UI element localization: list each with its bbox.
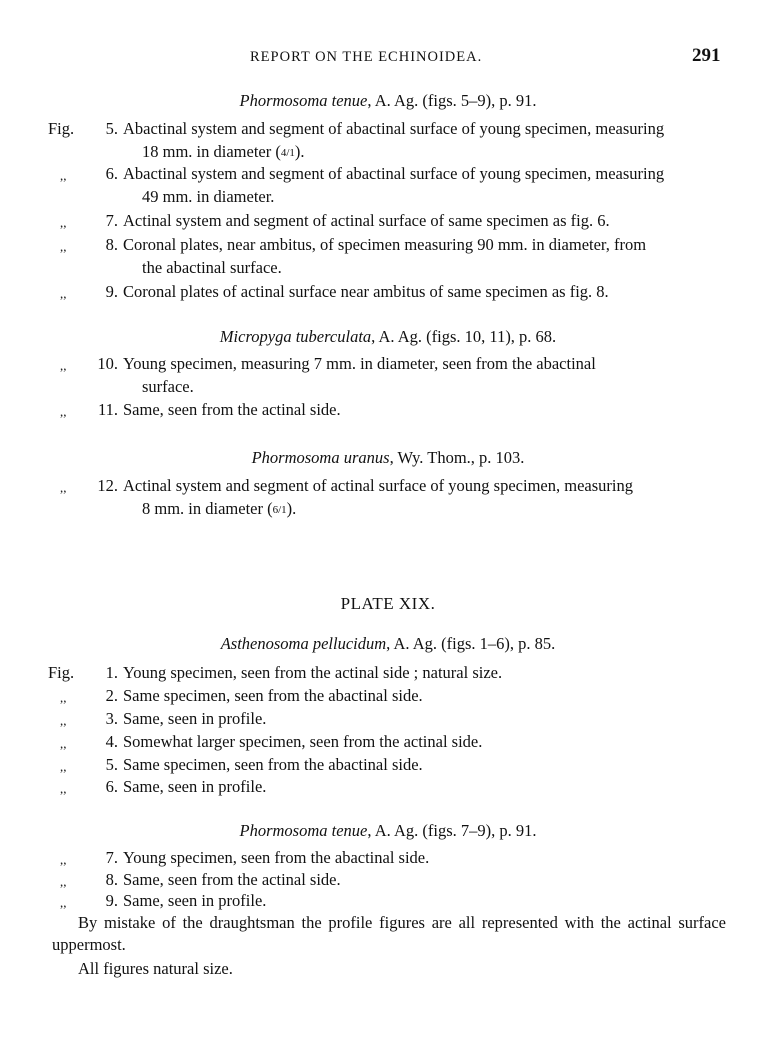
- caption-line: 18 mm. in diameter (: [142, 142, 281, 161]
- caption-line: Same, seen from the actinal side.: [123, 870, 341, 889]
- caption-line: Young specimen, measuring 7 mm. in diameter, seen from the abactinal: [123, 354, 596, 373]
- figure-number: 8.: [105, 235, 118, 254]
- caption-line-end: ).: [286, 499, 297, 518]
- figure-number: 5.: [105, 119, 118, 138]
- ditto-mark: ,,: [60, 358, 67, 373]
- heading-citation: , A. Ag. (figs. 10, 11), p. 68.: [371, 327, 557, 346]
- section-heading: [0, 91, 776, 111]
- figure-number: 11.: [97, 400, 118, 419]
- figure-caption: [123, 280, 726, 303]
- caption-continuation: [123, 497, 726, 522]
- caption-line: Actinal system and segment of actinal surface of same specimen as fig. 6.: [123, 211, 610, 230]
- caption-line: 8 mm. in diameter (: [142, 499, 273, 518]
- caption-continuation: 49 mm. in diameter.: [142, 187, 275, 206]
- ditto-mark: ,,: [60, 781, 67, 796]
- caption-continuation: surface.: [142, 377, 194, 396]
- figure-number: 2.: [105, 686, 118, 705]
- figure-number: 7.: [105, 848, 118, 867]
- figure-caption: [123, 775, 726, 798]
- heading-citation: , A. Ag. (figs. 5–9), p. 91.: [367, 91, 537, 110]
- plate-note-scale: All figures natural size.: [78, 959, 233, 978]
- caption-line: Actinal system and segment of actinal surface of young specimen, measuring: [123, 476, 633, 495]
- ditto-mark: ,,: [60, 895, 67, 910]
- figure-number: 1.: [105, 663, 118, 682]
- caption-line: Young specimen, seen from the actinal side ; natural size.: [123, 663, 503, 682]
- ditto-mark: ,,: [60, 239, 67, 254]
- section-heading: [0, 327, 776, 347]
- heading-citation: , A. Ag. (figs. 7–9), p. 91.: [367, 821, 537, 840]
- caption-continuation: the abactinal surface.: [142, 258, 282, 277]
- caption-line: Same, seen in profile.: [123, 891, 267, 910]
- ditto-mark: ,,: [60, 168, 67, 183]
- figure-caption: [123, 846, 726, 869]
- ditto-mark: ,,: [60, 713, 67, 728]
- ditto-mark: ,,: [60, 480, 67, 495]
- ditto-mark: ,,: [60, 759, 67, 774]
- caption-line: Same specimen, seen from the abactinal side.: [123, 686, 423, 705]
- figure-caption: [123, 352, 726, 398]
- section-heading: [0, 634, 776, 654]
- heading-citation: , Wy. Thom., p. 103.: [389, 448, 525, 467]
- page-number: 291: [692, 45, 721, 66]
- caption-line: Same, seen in profile.: [123, 777, 267, 796]
- caption-line: Same, seen from the actinal side.: [123, 400, 341, 419]
- caption-line: Coronal plates of actinal surface near ambitus of same specimen as fig. 8.: [123, 282, 609, 301]
- ditto-mark: ,,: [60, 874, 67, 889]
- figure-number: 6.: [105, 777, 118, 796]
- plate-note: By mistake of the draughtsman the profile figures are all represented with the actinal surface uppermost.: [52, 913, 726, 954]
- figure-number: 10.: [97, 354, 118, 373]
- ditto-mark: ,,: [60, 690, 67, 705]
- figure-caption: [123, 162, 726, 208]
- figure-caption: [123, 209, 726, 232]
- figure-caption: [123, 661, 726, 684]
- figure-caption: [123, 868, 726, 891]
- species-name: Phormosoma tenue: [239, 91, 368, 110]
- figure-caption: [123, 233, 726, 279]
- caption-line: Same specimen, seen from the abactinal side.: [123, 755, 423, 774]
- species-name: Phormosoma tenue: [239, 821, 368, 840]
- plate-title: PLATE XIX.: [340, 594, 436, 613]
- figure-caption: [123, 117, 726, 165]
- ditto-mark: ,,: [60, 736, 67, 751]
- figure-number: 5.: [105, 755, 118, 774]
- figure-caption: [123, 889, 726, 912]
- caption-line: Somewhat larger specimen, seen from the actinal side.: [123, 732, 483, 751]
- figure-number: 3.: [105, 709, 118, 728]
- page-header: [0, 45, 776, 69]
- ditto-mark: ,,: [60, 404, 67, 419]
- figure-number: 6.: [105, 164, 118, 183]
- ditto-mark: ,,: [60, 215, 67, 230]
- figure-caption: [123, 753, 726, 776]
- figure-caption: [123, 684, 726, 707]
- figure-number: 9.: [105, 282, 118, 301]
- section-heading: [0, 821, 776, 841]
- caption-line: Abactinal system and segment of abactinal surface of young specimen, measuring: [123, 119, 665, 138]
- running-head: REPORT ON THE ECHINOIDEA.: [250, 49, 483, 65]
- figure-caption: [123, 474, 726, 522]
- figure-number: 4.: [105, 732, 118, 751]
- figure-number: 12.: [97, 476, 118, 495]
- magnification-fraction: 6/1: [272, 504, 287, 516]
- ditto-mark: ,,: [60, 286, 67, 301]
- figure-number: 9.: [105, 891, 118, 910]
- ditto-mark: ,,: [60, 852, 67, 867]
- heading-citation: , A. Ag. (figs. 1–6), p. 85.: [386, 634, 556, 653]
- figure-caption: [123, 398, 726, 421]
- figure-caption: [123, 730, 726, 753]
- fig-label: Fig.: [48, 663, 75, 682]
- figure-number: 8.: [105, 870, 118, 889]
- caption-line: Same, seen in profile.: [123, 709, 267, 728]
- caption-line: Coronal plates, near ambitus, of specimen measuring 90 mm. in diameter, from: [123, 235, 647, 254]
- magnification-fraction: 4/1: [280, 147, 295, 159]
- section-heading: [0, 448, 776, 468]
- species-name: Micropyga tuberculata: [219, 327, 372, 346]
- species-name: Asthenosoma pellucidum: [220, 634, 387, 653]
- figure-caption: [123, 707, 726, 730]
- caption-line: Abactinal system and segment of abactinal surface of young specimen, measuring: [123, 164, 665, 183]
- figure-number: 7.: [105, 211, 118, 230]
- species-name: Phormosoma uranus: [251, 448, 390, 467]
- caption-line: Young specimen, seen from the abactinal side.: [123, 848, 430, 867]
- fig-label: Fig.: [48, 119, 75, 138]
- caption-line-end: ).: [294, 142, 305, 161]
